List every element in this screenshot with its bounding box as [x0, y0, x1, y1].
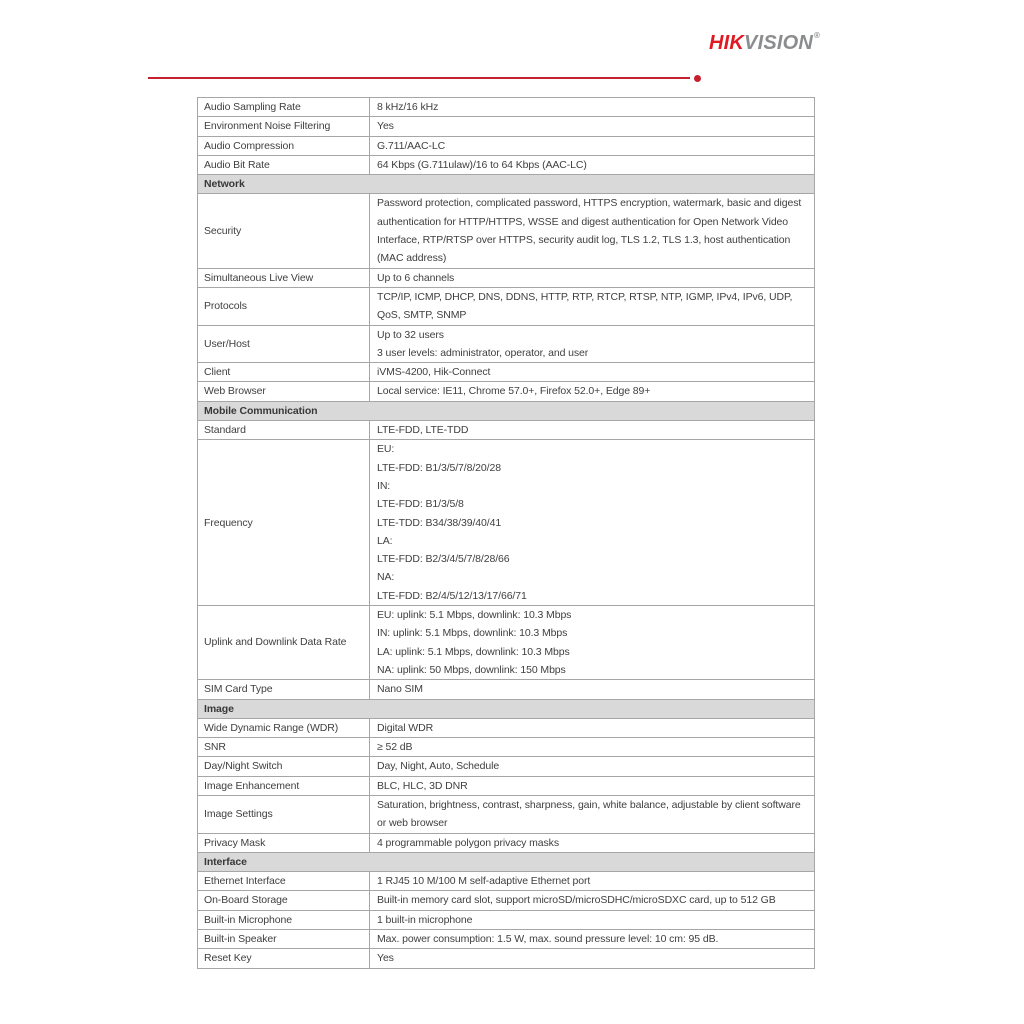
- spec-label-cell: [198, 911, 370, 929]
- spec-value-line: 1 RJ45 10 M/100 M self-adaptive Ethernet port: [377, 875, 591, 888]
- spec-row: [198, 363, 814, 382]
- spec-value-line: EU:: [377, 443, 395, 456]
- spec-row: [198, 738, 814, 757]
- spec-value-line: 1 built-in microphone: [377, 913, 473, 926]
- spec-label: User/Host: [204, 337, 250, 350]
- spec-label-cell: [198, 834, 370, 852]
- spec-row: [198, 680, 814, 699]
- spec-label: Wide Dynamic Range (WDR): [204, 721, 339, 734]
- spec-label-cell: [198, 117, 370, 135]
- logo-vision-text: VISION: [744, 32, 814, 54]
- spec-row: [198, 949, 814, 968]
- spec-value-line: LA: uplink: 5.1 Mbps, downlink: 10.3 Mbps: [377, 645, 570, 658]
- spec-value-line: ≥ 52 dB: [377, 741, 413, 754]
- spec-row: [198, 421, 814, 440]
- spec-value-cell: [370, 326, 814, 363]
- spec-label-cell: [198, 719, 370, 737]
- spec-row: [198, 834, 814, 853]
- spec-label-cell: [198, 606, 370, 679]
- spec-value-line: iVMS-4200, Hik-Connect: [377, 366, 491, 379]
- spec-value-cell: [370, 719, 814, 737]
- spec-label: Protocols: [204, 300, 247, 313]
- spec-label-cell: [198, 98, 370, 116]
- spec-label: Security: [204, 224, 242, 237]
- spec-value-cell: [370, 382, 814, 400]
- spec-row: [198, 911, 814, 930]
- spec-value-line: Day, Night, Auto, Schedule: [377, 760, 500, 773]
- spec-label-cell: [198, 363, 370, 381]
- spec-row: [198, 891, 814, 910]
- spec-label-cell: [198, 757, 370, 775]
- spec-value-line: TCP/IP, ICMP, DHCP, DNS, DDNS, HTTP, RTP, RTCP, RTSP, NTP, IGMP, IPv4, IPv6, UDP, QoS, SMTP, SNMP: [377, 290, 793, 322]
- spec-row: [198, 930, 814, 949]
- spec-label: Environment Noise Filtering: [204, 120, 331, 133]
- spec-value-cell: [370, 872, 814, 890]
- section-title: Image: [204, 702, 234, 715]
- spec-row: [198, 288, 814, 326]
- spec-value-line: Digital WDR: [377, 721, 434, 734]
- spec-value-line: Nano SIM: [377, 683, 423, 696]
- spec-row: [198, 98, 814, 117]
- spec-value-cell: [370, 796, 814, 833]
- spec-value-line: 64 Kbps (G.711ulaw)/16 to 64 Kbps (AAC-LC): [377, 158, 587, 171]
- spec-table: [197, 97, 815, 969]
- spec-value-cell: [370, 834, 814, 852]
- spec-value-line: 8 kHz/16 kHz: [377, 101, 439, 113]
- spec-value-cell: [370, 137, 814, 155]
- logo-hik-text: HIK: [709, 32, 745, 54]
- spec-label: Built-in Microphone: [204, 913, 292, 926]
- spec-value-line: NA:: [377, 571, 395, 584]
- spec-value-line: NA: uplink: 50 Mbps, downlink: 150 Mbps: [377, 663, 566, 676]
- spec-value-line: EU: uplink: 5.1 Mbps, downlink: 10.3 Mbps: [377, 609, 572, 622]
- spec-label: Privacy Mask: [204, 836, 266, 849]
- section-header-row: [198, 175, 814, 194]
- spec-value-line: Built-in memory card slot, support microSD/microSDHC/microSDXC card, up to 512 GB: [377, 894, 776, 907]
- spec-label-cell: [198, 738, 370, 756]
- section-title: Network: [204, 178, 245, 191]
- spec-value-cell: [370, 930, 814, 948]
- spec-value-line: Up to 32 users: [377, 328, 444, 341]
- spec-value-cell: [370, 117, 814, 135]
- spec-value-cell: [370, 757, 814, 775]
- spec-row: [198, 137, 814, 156]
- spec-label: Standard: [204, 424, 246, 437]
- spec-value-line: Local service: IE11, Chrome 57.0+, Firefox 52.0+, Edge 89+: [377, 385, 651, 398]
- spec-value-line: LTE-FDD: B2/3/4/5/7/8/28/66: [377, 553, 510, 566]
- spec-row: [198, 117, 814, 136]
- spec-label: Image Settings: [204, 808, 273, 821]
- spec-label: Client: [204, 366, 231, 379]
- spec-label-cell: [198, 269, 370, 287]
- spec-label-cell: [198, 194, 370, 267]
- spec-value-line: Password protection, complicated password, HTTPS encryption, watermark, basic and digest authentication for HTTP/HTTPS, WSSE and digest authentication for Open Network Video Interface, RTP/RTSP over HTTPS, security audit log, TLS 1.2, TLS 1.3, host authentication (MAC address): [377, 197, 802, 265]
- spec-label: Day/Night Switch: [204, 760, 283, 773]
- section-header-row: [198, 700, 814, 719]
- spec-value-line: Yes: [377, 120, 394, 133]
- spec-value-cell: [370, 98, 814, 116]
- spec-row: [198, 872, 814, 891]
- spec-value-cell: [370, 680, 814, 698]
- header-divider-line: [148, 77, 690, 79]
- section-title: Mobile Communication: [204, 404, 318, 417]
- spec-row: [198, 440, 814, 606]
- spec-label-cell: [198, 777, 370, 795]
- spec-label: Web Browser: [204, 385, 266, 398]
- spec-value-line: IN: uplink: 5.1 Mbps, downlink: 10.3 Mbps: [377, 627, 568, 640]
- spec-row: [198, 156, 814, 175]
- spec-label-cell: [198, 440, 370, 605]
- spec-label: On-Board Storage: [204, 894, 288, 907]
- spec-value-line: LTE-FDD: B1/3/5/8: [377, 498, 464, 511]
- hikvision-logo: [709, 31, 820, 55]
- spec-value-line: Max. power consumption: 1.5 W, max. sound pressure level: 10 cm: 95 dB.: [377, 933, 719, 946]
- spec-value-line: G.711/AAC-LC: [377, 139, 446, 152]
- spec-value-line: LTE-FDD, LTE-TDD: [377, 424, 469, 437]
- spec-value-line: Up to 6 channels: [377, 271, 455, 284]
- spec-value-line: 4 programmable polygon privacy masks: [377, 836, 559, 849]
- spec-row: [198, 719, 814, 738]
- spec-label: Audio Compression: [204, 139, 294, 152]
- spec-value-cell: [370, 288, 814, 325]
- spec-label-cell: [198, 891, 370, 909]
- spec-value-cell: [370, 891, 814, 909]
- spec-value-cell: [370, 363, 814, 381]
- spec-label-cell: [198, 796, 370, 833]
- spec-value-line: LTE-FDD: B2/4/5/12/13/17/66/71: [377, 589, 527, 602]
- divider-end-dot-icon: [694, 75, 701, 82]
- spec-label-cell: [198, 156, 370, 174]
- spec-value-line: Yes: [377, 952, 394, 965]
- spec-label: SIM Card Type: [204, 683, 273, 696]
- spec-label-cell: [198, 421, 370, 439]
- spec-row: [198, 757, 814, 776]
- spec-value-line: 3 user levels: administrator, operator, and user: [377, 346, 589, 359]
- spec-value-line: LTE-TDD: B34/38/39/40/41: [377, 516, 502, 529]
- spec-label-cell: [198, 930, 370, 948]
- spec-label: Ethernet Interface: [204, 875, 286, 888]
- spec-label: Uplink and Downlink Data Rate: [204, 636, 347, 649]
- spec-value-line: Saturation, brightness, contrast, sharpness, gain, white balance, adjustable by client software or web browser: [377, 798, 801, 830]
- spec-value-cell: [370, 777, 814, 795]
- spec-value-cell: [370, 949, 814, 967]
- spec-value-cell: [370, 440, 814, 605]
- spec-label: Audio Bit Rate: [204, 158, 270, 171]
- spec-label: Frequency: [204, 516, 253, 529]
- spec-label: Reset Key: [204, 952, 252, 965]
- spec-label-cell: [198, 872, 370, 890]
- section-header-row: [198, 853, 814, 872]
- registered-trademark-icon: ®: [814, 31, 821, 40]
- spec-value-cell: [370, 156, 814, 174]
- spec-value-line: LA:: [377, 534, 393, 547]
- spec-label: Audio Sampling Rate: [204, 101, 301, 113]
- spec-value-cell: [370, 911, 814, 929]
- section-title: Interface: [204, 855, 247, 868]
- spec-row: [198, 796, 814, 834]
- spec-row: [198, 194, 814, 268]
- spec-value-cell: [370, 269, 814, 287]
- spec-row: [198, 326, 814, 364]
- spec-row: [198, 269, 814, 288]
- spec-label-cell: [198, 326, 370, 363]
- spec-label-cell: [198, 382, 370, 400]
- spec-label-cell: [198, 288, 370, 325]
- spec-label: Image Enhancement: [204, 779, 300, 792]
- spec-value-cell: [370, 738, 814, 756]
- spec-label: Simultaneous Live View: [204, 271, 314, 284]
- spec-row: [198, 382, 814, 401]
- section-header-row: [198, 402, 814, 421]
- spec-value-cell: [370, 194, 814, 267]
- spec-row: [198, 606, 814, 680]
- spec-row: [198, 777, 814, 796]
- spec-label: Built-in Speaker: [204, 933, 277, 946]
- spec-label-cell: [198, 137, 370, 155]
- spec-value-cell: [370, 421, 814, 439]
- spec-value-line: LTE-FDD: B1/3/5/7/8/20/28: [377, 461, 501, 474]
- spec-value-cell: [370, 606, 814, 679]
- spec-value-line: BLC, HLC, 3D DNR: [377, 779, 468, 792]
- spec-label-cell: [198, 949, 370, 967]
- spec-label: SNR: [204, 741, 226, 754]
- spec-label-cell: [198, 680, 370, 698]
- spec-value-line: IN:: [377, 479, 391, 492]
